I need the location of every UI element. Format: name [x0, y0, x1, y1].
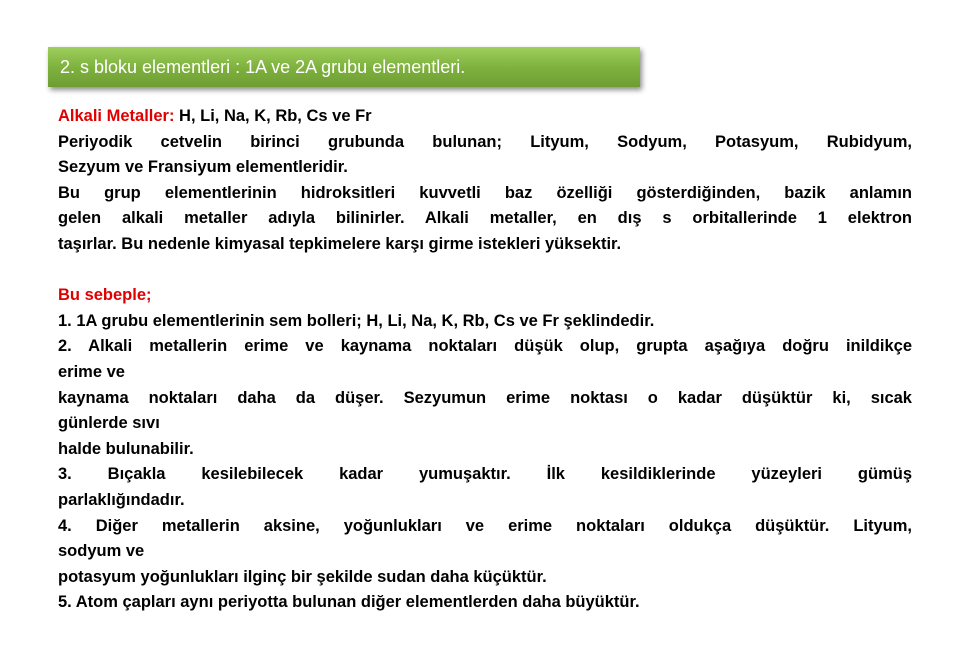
list-item-continued: sodyum ve: [58, 542, 145, 561]
list-item-continued: günlerde sıvı: [58, 414, 160, 433]
slide-title: 2. s bloku elementleri : 1A ve 2A grubu elementleri.: [48, 47, 640, 87]
list-item: 2. Alkali metallerin erime ve kaynama noktaları düşük olup, grupta aşağıya doğru inildikçe: [58, 337, 912, 356]
sebep-heading: Bu sebeple;: [58, 286, 152, 305]
alkali-elements: H, Li, Na, K, Rb, Cs ve Fr: [174, 107, 372, 125]
list-item-continued: erime ve: [58, 362, 125, 381]
list-item-continued: potasyum yoğunlukları ilginç bir şekilde sudan daha küçüktür.: [58, 567, 547, 586]
paragraph-gap: [58, 258, 912, 284]
list-item-continued: kaynama noktaları daha da düşer. Sezyumun erime noktası o kadar düşüktür ki, sıcak: [58, 388, 912, 407]
text-line: gelen alkali metaller adıyla bilinirler. Alkali metaller, en dış s orbitallerinde 1 elektron: [58, 209, 912, 228]
list-item: 1. 1A grubu elementlerinin sem bolleri; H, Li, Na, K, Rb, Cs ve Fr şeklindedir.: [58, 311, 655, 330]
list-item: 3. Bıçakla kesilebilecek kadar yumuşaktır. İlk kesildiklerinde yüzeyleri gümüş: [58, 465, 912, 484]
text-line: Bu grup elementlerinin hidroksitleri kuvvetli baz özelliği gösterdiğinden, bazik anlamın: [58, 183, 912, 202]
list-item-continued: parlaklığındadır.: [58, 490, 185, 509]
list-item-continued: halde bulunabilir.: [58, 439, 194, 458]
text-line: Sezyum ve Fransiyum elementleridir.: [58, 158, 348, 177]
alkali-heading-line: [58, 104, 912, 130]
list-item: 5. Atom çapları aynı periyotta bulunan diğer elementlerden daha büyüktür.: [58, 593, 640, 612]
list-item: 4. Diğer metallerin aksine, yoğunlukları ve erime noktaları oldukça düşüktür. Lityum,: [58, 516, 912, 535]
alkali-heading: Alkali Metaller:: [58, 107, 175, 125]
text-line: Periyodik cetvelin birinci grubunda bulunan; Lityum, Sodyum, Potasyum, Rubidyum,: [58, 132, 912, 151]
text-line: taşırlar. Bu nedenle kimyasal tepkimelere karşı girme istekleri yüksektir.: [58, 234, 622, 253]
slide-body: [58, 104, 912, 616]
